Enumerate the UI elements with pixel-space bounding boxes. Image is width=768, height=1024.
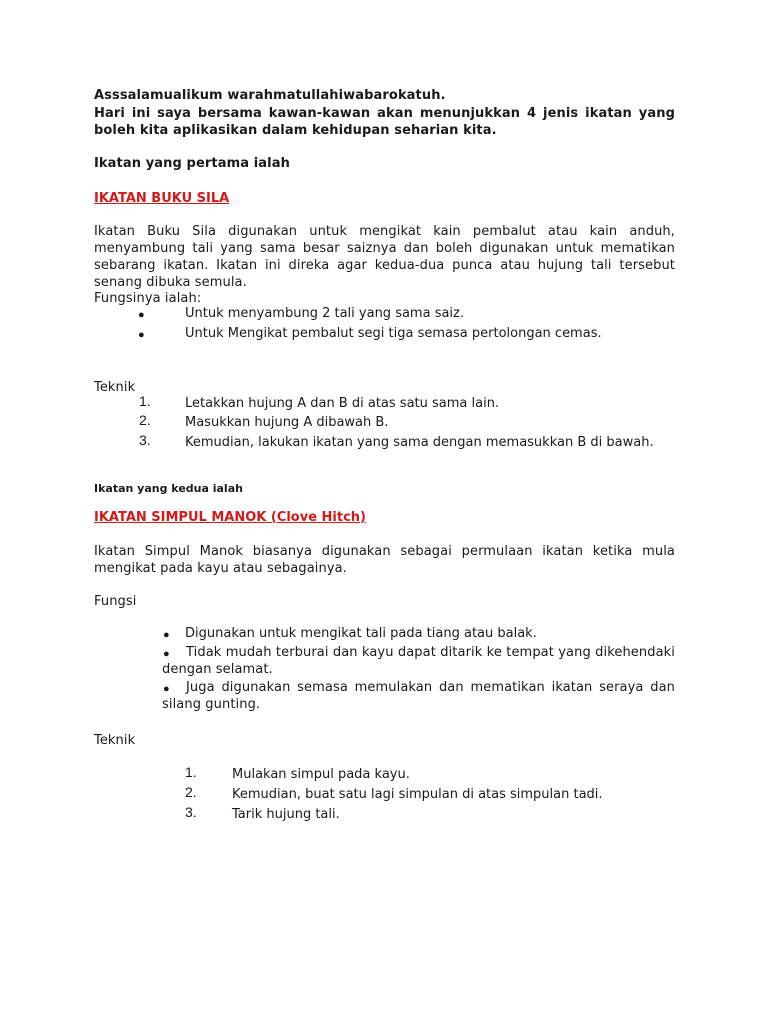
list-number: 3. xyxy=(185,804,197,820)
list-item-text: Letakkan hujung A dan B di atas satu sama lain. xyxy=(185,396,500,411)
list-item-text: Kemudian, lakukan ikatan yang sama dengan memasukkan B di bawah. xyxy=(185,435,654,450)
list-item-text: Digunakan untuk mengikat tali pada tiang atau balak. xyxy=(185,626,537,641)
bullet-icon: ● xyxy=(138,309,145,321)
section1-title: IKATAN BUKU SILA xyxy=(94,191,230,206)
bullet-icon: ● xyxy=(163,683,170,695)
list-item-text: Kemudian, buat satu lagi simpulan di atas simpulan tadi. xyxy=(232,787,603,802)
section1-lead: Ikatan yang pertama ialah xyxy=(94,156,290,171)
list-number: 3. xyxy=(139,432,151,448)
list-number: 2. xyxy=(139,412,151,428)
list-item-text: Mulakan simpul pada kayu. xyxy=(232,767,410,782)
list-item-text: Masukkan hujung A dibawah B. xyxy=(185,415,389,430)
bullet-icon: ● xyxy=(163,648,170,660)
list-item-text: Tidak mudah terburai dan kayu dapat ditarik ke tempat yang dikehendaki dengan selamat. xyxy=(162,645,675,677)
greeting: Asssalamualikum warahmatullahiwabarokatuh. xyxy=(94,88,446,103)
section2-teknik-label: Teknik xyxy=(94,733,136,748)
section2-description: Ikatan Simpul Manok biasanya digunakan sebagai permulaan ikatan ketika mula mengikat pada kayu atau sebagainya. xyxy=(94,544,675,576)
list-number: 1. xyxy=(185,764,197,780)
list-item-text: Tarik hujung tali. xyxy=(232,807,340,822)
section1-teknik-label: Teknik xyxy=(94,380,136,395)
section2-lead: Ikatan yang kedua ialah xyxy=(94,482,243,495)
bullet-icon: ● xyxy=(138,329,145,341)
list-item-text: Untuk Mengikat pembalut segi tiga semasa pertolongan cemas. xyxy=(185,326,602,341)
list-item-text: Untuk menyambung 2 tali yang sama saiz. xyxy=(185,306,465,321)
list-number: 1. xyxy=(139,393,151,409)
list-number: 2. xyxy=(185,784,197,800)
section2-fungsi-label: Fungsi xyxy=(94,594,137,609)
section2-title: IKATAN SIMPUL MANOK (Clove Hitch) xyxy=(94,510,366,525)
list-item-text: Juga digunakan semasa memulakan dan mematikan ikatan seraya dan silang gunting. xyxy=(162,680,675,712)
section1-fungsi-label: Fungsinya ialah: xyxy=(94,291,202,306)
bullet-icon: ● xyxy=(163,629,170,641)
section1-description: Ikatan Buku Sila digunakan untuk mengikat kain pembalut atau kain anduh, menyambung tali yang sama besar saiznya dan boleh digunakan untuk mematikan sebarang ikatan. Ikatan ini direka agar kedua-dua punca atau hujung tali tersebut senang dibuka semula. xyxy=(94,224,675,290)
intro-paragraph: Hari ini saya bersama kawan-kawan akan menunjukkan 4 jenis ikatan yang boleh kita aplikasikan dalam kehidupan seharian kita. xyxy=(94,106,675,138)
